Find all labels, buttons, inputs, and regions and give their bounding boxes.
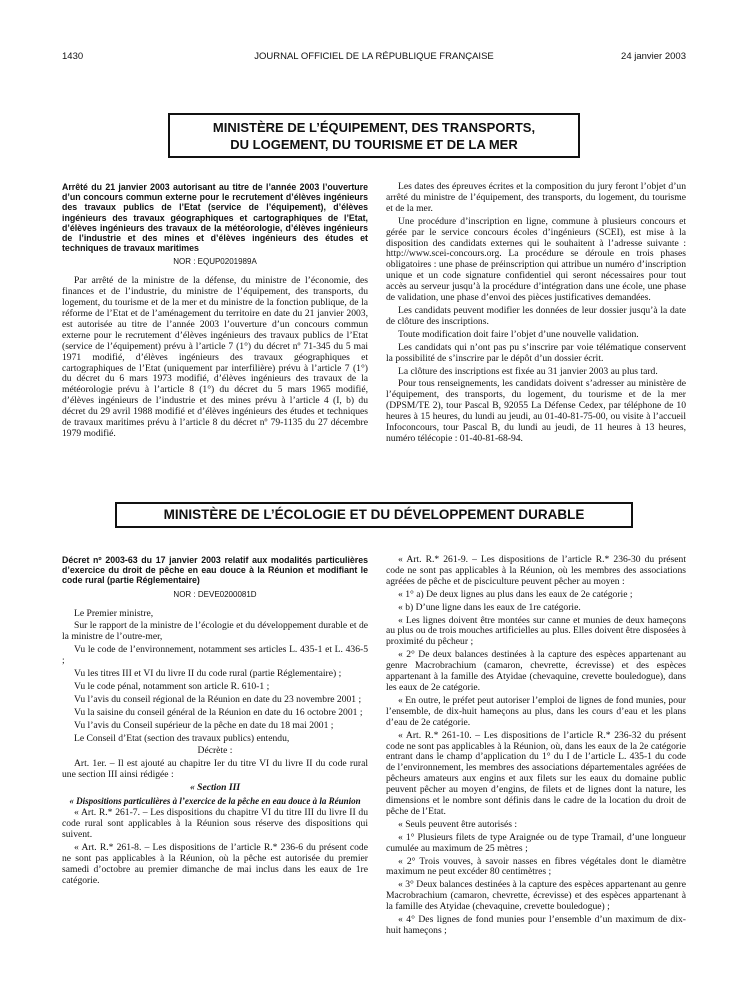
visa-paragraph: Vu le code de l’environnement, notamment ses articles L. 435-1 et L. 436-5 ; xyxy=(62,644,368,667)
article-paragraph: « Art. R.* 261-8. – Les dispositions de l’article R.* 236-6 du présent code ne sont pas applicables à la Réunion, où la pêche est autorisée du premier samedi d’octobre au premier dimanche de mai inclus dans les eaux de 1re catégorie. xyxy=(62,841,368,886)
page-number: 1430 xyxy=(62,51,84,62)
decret-column-left xyxy=(62,555,368,888)
article-paragraph: « b) D’une ligne dans les eaux de 1re catégorie. xyxy=(398,601,581,613)
article-paragraph: « Seuls peuvent être autorisés : xyxy=(398,818,518,830)
dispositions-heading: « Dispositions particulières à l’exercice de la pêche en eau douce à la Réunion xyxy=(69,796,361,807)
article-paragraph: « Les lignes doivent être montées sur canne et munies de deux hameçons au plus ou de trois mouches artificielles au plus. Elles doivent être disposées à proximité du pêcheur ; xyxy=(386,614,686,648)
article-paragraph: « 2° De deux balances destinées à la capture des espèces appartenant au genre Macrobrachium (camaron, chevrette, écrevisse) et des espèces appartenant à la famille des Atyidae (chevaquine, crevette bouledogue), dans les eaux de 2e catégorie. xyxy=(386,649,686,693)
ministry-heading-equipement xyxy=(168,113,580,158)
decret-nor: NOR : DEVE0200081D xyxy=(173,589,257,599)
section-heading: « Section III xyxy=(189,782,241,794)
article-paragraph: « 1° a) De deux lignes au plus dans les eaux de 2e catégorie ; xyxy=(398,588,633,600)
visa-paragraph: Le Premier ministre, xyxy=(74,607,154,619)
article-paragraph: « 3° Deux balances destinées à la capture des espèces appartenant au genre Macrobrachium (camaron, chevrette, écrevisse) et des espèces appartenant à la famille des Atyidae (chevaquine, crevette bouledogue) ; xyxy=(386,879,686,913)
arrete-title: Arrêté du 21 janvier 2003 autorisant au titre de l’année 2003 l’ouverture d’un concours commun externe pour le recrutement d’élèves ingénieurs des travaux publics de l’Etat (service de l’équipement), d’élèves ingénieurs des travaux géographiques et cartographiques de l’Etat, d’élèves ingénieurs des travaux de la météorologie, d’élèves ingénieurs de l’industrie et des mines et d’élèves ingénieurs des études et techniques de travaux maritimes xyxy=(62,182,368,254)
issue-date: 24 janvier 2003 xyxy=(621,51,686,62)
arrete-paragraph: Pour tous renseignements, les candidats doivent s’adresser au ministère de l’équipement, des transports, du logement, du tourisme et de la mer (DPSM/TE 2), tour Pascal B, 92055 La Défense Cedex, par téléphone de 10 heures à 15 heures, du lundi au jeudi, au 01-40-81-75-00, ou visite à l’accueil Infoconcours, tour Pascal B, du lundi au jeudi, de 11 heures à 13 heures, numéro télécopie : 01-40-81-68-94. xyxy=(386,378,686,444)
article-paragraph: « 1° Plusieurs filets de type Araignée ou de type Tramail, d’une longueur cumulée au maximum de 25 mètres ; xyxy=(386,831,686,854)
arrete-nor: NOR : EQUP0201989A xyxy=(173,257,257,267)
decret-column-right xyxy=(386,555,686,939)
article-paragraph: « 4° Des lignes de fond munies pour l’ensemble d’un maximum de dix-huit hameçons ; xyxy=(386,914,686,936)
arrete-column-right xyxy=(386,182,686,447)
article-paragraph: « En outre, le préfet peut autoriser l’emploi de lignes de fond munies, pour l’ensemble, de dix-huit hameçons au plus, dans les cours d’eau et les plans d’eau de 2e catégorie. xyxy=(386,694,686,728)
arrete-body: Par arrêté de la ministre de la défense, du ministre de l’économie, des finances et de l’industrie, du ministre de l’équipement, des transports, du logement, du tourisme et de la mer et du ministre de la fonction publique, de la réforme de l’Etat et de l’aménagement du territoire en date du 21 janvier 2003, est autorisée au titre de l’année 2003 l’ouverture d’un concours commun externe pour le recrutement d’élèves ingénieurs des travaux publics de l’Etat (service de l’équipement) prévu à l’article 7 (1°) du décret nº 71-345 du 5 mai 1971 modifié, d’élèves ingénieurs des travaux géographiques et cartographiques de l’Etat (uniquement par interfilière) prévu à l’article 7 (1°) du décret du 6 mars 1973 modifié, d’élèves ingénieurs des travaux de la météorologie prévu à l’article 8 (1°) du décret du 5 mars 1965 modifié, d’élèves ingénieurs de l’industrie et des mines prévu à l’article 4 (I, b) du décret du 29 avril 1988 modifié et d’élèves ingénieurs des études et techniques de travaux maritimes prévu à l’article 8 du décret nº 79-1135 du 27 décembre 1979 modifié. xyxy=(62,275,368,440)
visa-paragraph: Vu la saisine du conseil général de la Réunion en date du 16 octobre 2001 ; xyxy=(74,706,363,718)
article-paragraph: « 2° Trois vouves, à savoir nasses en fibres végétales dont le diamètre maximum ne peut excéder 80 centimètres ; xyxy=(386,855,686,878)
article-paragraph: « Art. R.* 261-10. – Les dispositions de l’article R.* 236-32 du présent code ne sont pas applicables à la Réunion, où, dans les eaux de la 2e catégorie entrant dans le champ d’application du 1° du I de l’article L. 435-1 du code de l’environnement, les membres des associations départementales agréées de pêcheurs amateurs aux engins et aux filets sur les eaux du domaine public peuvent pêcher au moyen d’engins, de filets et de lignes dont la nature, les dimensions et le nombre sont définis dans le cadre de la location du droit de pêche de l’Etat. xyxy=(386,729,686,817)
arrete-paragraph: Une procédure d’inscription en ligne, commune à plusieurs concours et gérée par le service concours écoles d’ingénieurs (SCEI), est mise à la disposition des candidats externes qui le souhaitent à l’adresse suivante : http://www.scei-concours.org. La procédure se déroule en trois phases obligatoires : une phase de préinscription qui attribue un numéro d’inscription unique et un code signature confidentiel qui seront nécessaires pour tout accès au serveur jusqu’à la procédure d’intégration dans une école, une phase de validation, une phase d’envoi des pièces justificatives demandées. xyxy=(386,215,686,304)
visa-paragraph: Sur le rapport de la ministre de l’écologie et du développement durable et de la ministre de l’outre-mer, xyxy=(62,620,368,643)
article-paragraph: « Art. R.* 261-9. – Les dispositions de l’article R.* 236-30 du présent code ne sont pas applicables à la Réunion, où les membres des associations agréées de pêche et de pisciculture peuvent pêcher au moyen : xyxy=(386,554,686,587)
ministry-heading-line2: DU LOGEMENT, DU TOURISME ET DE LA MER xyxy=(230,137,518,152)
arrete-paragraph: Toute modification doit faire l’objet d’une nouvelle validation. xyxy=(398,328,639,340)
journal-title: JOURNAL OFFICIEL DE LA RÉPUBLIQUE FRANÇAISE xyxy=(254,51,494,62)
ministry-heading-line1: MINISTÈRE DE L’ÉQUIPEMENT, DES TRANSPORTS, xyxy=(212,120,536,135)
arrete-paragraph: Les dates des épreuves écrites et la composition du jury feront l’objet d’un arrêté du ministre de l’équipement, des transports, du logement, du tourisme et de la mer. xyxy=(386,181,686,214)
arrete-paragraph: La clôture des inscriptions est fixée au 31 janvier 2003 au plus tard. xyxy=(398,365,658,377)
arrete-paragraph: Les candidats peuvent modifier les données de leur dossier jusqu’à la date de clôture des inscriptions. xyxy=(386,304,686,327)
visa-paragraph: Vu le code pénal, notamment son article R. 610-1 ; xyxy=(74,680,270,692)
decret-title: Décret nº 2003-63 du 17 janvier 2003 relatif aux modalités particulières d’exercice du droit de pêche en eau douce à la Réunion et modifiant le code rural (partie Réglementaire) xyxy=(62,555,368,586)
running-header xyxy=(62,51,686,65)
article-paragraph: « Art. R.* 261-7. – Les dispositions du chapitre VI du titre III du livre II du code rural sont applicables à la Réunion sous réserve des dispositions qui suivent. xyxy=(62,807,368,840)
visa-paragraph: Vu les titres III et VI du livre II du code rural (partie Réglementaire) ; xyxy=(74,668,342,680)
decrete-heading: Décrète : xyxy=(197,745,233,757)
arrete-paragraph: Les candidats qui n’ont pas pu s’inscrire par voie télématique conservent la possibilité de s’inscrire par le dépôt d’un dossier écrit. xyxy=(386,341,686,364)
visa-paragraph: Le Conseil d’Etat (section des travaux publics) entendu, xyxy=(74,732,290,744)
article-1: Art. 1er. – Il est ajouté au chapitre Ier du titre VI du livre II du code rural une section III ainsi rédigée : xyxy=(62,758,368,781)
ministry-heading-title: MINISTÈRE DE L’ÉCOLOGIE ET DU DÉVELOPPEMENT DURABLE xyxy=(163,507,585,522)
visa-paragraph: Vu l’avis du conseil régional de la Réunion en date du 23 novembre 2001 ; xyxy=(74,693,362,705)
visa-paragraph: Vu l’avis du Conseil supérieur de la pêche en date du 18 mai 2001 ; xyxy=(74,719,334,731)
arrete-column-left xyxy=(62,182,368,442)
ministry-heading-ecologie xyxy=(115,502,633,528)
